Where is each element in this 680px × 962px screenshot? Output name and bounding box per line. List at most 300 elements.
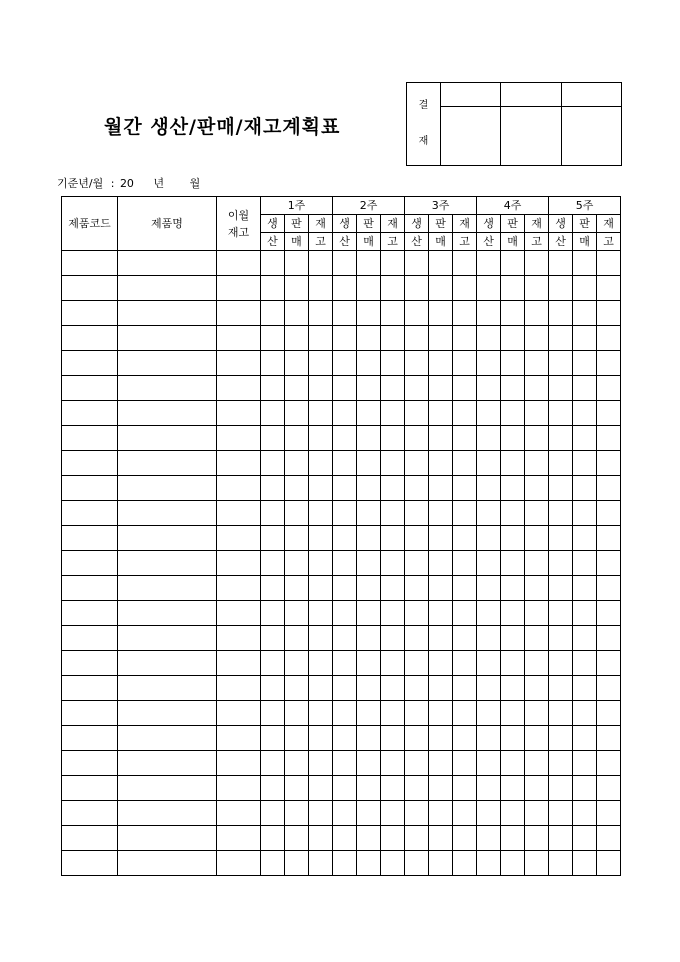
table-cell[interactable] [549, 726, 573, 751]
table-cell[interactable] [477, 701, 501, 726]
table-cell[interactable] [309, 851, 333, 876]
table-cell[interactable] [261, 376, 285, 401]
table-cell[interactable] [333, 351, 357, 376]
table-cell[interactable] [573, 526, 597, 551]
table-cell[interactable] [62, 726, 118, 751]
table-cell[interactable] [525, 501, 549, 526]
table-cell[interactable] [217, 401, 261, 426]
table-cell[interactable] [549, 326, 573, 351]
approval-sign-cell-3[interactable] [561, 107, 621, 166]
table-cell[interactable] [477, 751, 501, 776]
table-cell[interactable] [62, 551, 118, 576]
table-cell[interactable] [285, 676, 309, 701]
table-cell[interactable] [501, 301, 525, 326]
table-cell[interactable] [261, 451, 285, 476]
table-cell[interactable] [501, 726, 525, 751]
table-cell[interactable] [333, 576, 357, 601]
table-cell[interactable] [525, 826, 549, 851]
table-cell[interactable] [217, 476, 261, 501]
table-cell[interactable] [217, 576, 261, 601]
table-cell[interactable] [477, 651, 501, 676]
table-cell[interactable] [261, 251, 285, 276]
table-cell[interactable] [62, 626, 118, 651]
table-cell[interactable] [405, 276, 429, 301]
table-cell[interactable] [453, 801, 477, 826]
table-cell[interactable] [525, 326, 549, 351]
table-cell[interactable] [309, 626, 333, 651]
table-cell[interactable] [429, 451, 453, 476]
table-cell[interactable] [405, 326, 429, 351]
table-cell[interactable] [501, 251, 525, 276]
table-cell[interactable] [525, 701, 549, 726]
approval-title-cell-2[interactable] [501, 83, 561, 107]
table-cell[interactable] [261, 801, 285, 826]
table-cell[interactable] [597, 401, 621, 426]
table-cell[interactable] [217, 551, 261, 576]
table-cell[interactable] [217, 776, 261, 801]
table-cell[interactable] [62, 426, 118, 451]
table-cell[interactable] [357, 451, 381, 476]
table-cell[interactable] [118, 326, 217, 351]
table-cell[interactable] [285, 701, 309, 726]
table-cell[interactable] [429, 776, 453, 801]
table-cell[interactable] [453, 701, 477, 726]
table-cell[interactable] [333, 751, 357, 776]
table-cell[interactable] [118, 451, 217, 476]
table-cell[interactable] [62, 526, 118, 551]
table-cell[interactable] [357, 376, 381, 401]
table-cell[interactable] [285, 501, 309, 526]
table-cell[interactable] [453, 276, 477, 301]
table-cell[interactable] [357, 276, 381, 301]
table-cell[interactable] [453, 726, 477, 751]
table-cell[interactable] [501, 601, 525, 626]
table-cell[interactable] [118, 476, 217, 501]
table-cell[interactable] [405, 351, 429, 376]
table-cell[interactable] [217, 751, 261, 776]
table-cell[interactable] [429, 276, 453, 301]
table-cell[interactable] [309, 551, 333, 576]
table-cell[interactable] [217, 501, 261, 526]
table-cell[interactable] [333, 426, 357, 451]
table-cell[interactable] [118, 801, 217, 826]
table-cell[interactable] [261, 351, 285, 376]
table-cell[interactable] [429, 551, 453, 576]
table-cell[interactable] [549, 676, 573, 701]
table-cell[interactable] [597, 351, 621, 376]
table-cell[interactable] [501, 751, 525, 776]
table-cell[interactable] [357, 476, 381, 501]
table-cell[interactable] [597, 726, 621, 751]
table-cell[interactable] [573, 326, 597, 351]
table-cell[interactable] [62, 301, 118, 326]
table-cell[interactable] [309, 451, 333, 476]
table-cell[interactable] [573, 351, 597, 376]
table-cell[interactable] [573, 451, 597, 476]
table-cell[interactable] [525, 726, 549, 751]
table-cell[interactable] [549, 501, 573, 526]
table-cell[interactable] [525, 376, 549, 401]
table-cell[interactable] [217, 526, 261, 551]
table-cell[interactable] [477, 476, 501, 501]
table-cell[interactable] [429, 476, 453, 501]
table-cell[interactable] [573, 826, 597, 851]
table-cell[interactable] [597, 676, 621, 701]
table-cell[interactable] [261, 426, 285, 451]
table-cell[interactable] [573, 251, 597, 276]
table-cell[interactable] [477, 801, 501, 826]
table-cell[interactable] [217, 451, 261, 476]
table-cell[interactable] [309, 776, 333, 801]
table-cell[interactable] [525, 551, 549, 576]
table-cell[interactable] [381, 751, 405, 776]
table-cell[interactable] [261, 776, 285, 801]
table-cell[interactable] [285, 476, 309, 501]
table-cell[interactable] [429, 751, 453, 776]
table-cell[interactable] [477, 576, 501, 601]
table-cell[interactable] [357, 851, 381, 876]
table-cell[interactable] [429, 726, 453, 751]
table-cell[interactable] [261, 301, 285, 326]
table-cell[interactable] [309, 526, 333, 551]
table-cell[interactable] [118, 301, 217, 326]
table-cell[interactable] [405, 676, 429, 701]
table-cell[interactable] [453, 751, 477, 776]
table-cell[interactable] [477, 551, 501, 576]
table-cell[interactable] [285, 826, 309, 851]
table-cell[interactable] [477, 426, 501, 451]
table-cell[interactable] [285, 801, 309, 826]
table-cell[interactable] [501, 776, 525, 801]
table-cell[interactable] [118, 776, 217, 801]
table-cell[interactable] [357, 776, 381, 801]
table-cell[interactable] [118, 851, 217, 876]
table-cell[interactable] [62, 801, 118, 826]
table-cell[interactable] [477, 776, 501, 801]
table-cell[interactable] [357, 576, 381, 601]
table-cell[interactable] [62, 276, 118, 301]
table-cell[interactable] [309, 376, 333, 401]
table-cell[interactable] [453, 576, 477, 601]
table-cell[interactable] [381, 526, 405, 551]
table-cell[interactable] [217, 676, 261, 701]
table-cell[interactable] [573, 426, 597, 451]
table-cell[interactable] [333, 676, 357, 701]
table-cell[interactable] [453, 401, 477, 426]
table-cell[interactable] [381, 551, 405, 576]
table-cell[interactable] [309, 751, 333, 776]
table-cell[interactable] [357, 601, 381, 626]
table-cell[interactable] [597, 851, 621, 876]
table-cell[interactable] [285, 726, 309, 751]
table-cell[interactable] [357, 401, 381, 426]
table-cell[interactable] [549, 701, 573, 726]
table-cell[interactable] [381, 251, 405, 276]
table-cell[interactable] [525, 451, 549, 476]
table-cell[interactable] [357, 326, 381, 351]
table-cell[interactable] [525, 476, 549, 501]
table-cell[interactable] [118, 276, 217, 301]
table-cell[interactable] [381, 301, 405, 326]
table-cell[interactable] [477, 601, 501, 626]
table-cell[interactable] [118, 351, 217, 376]
table-cell[interactable] [309, 401, 333, 426]
table-cell[interactable] [217, 251, 261, 276]
table-cell[interactable] [573, 626, 597, 651]
table-cell[interactable] [597, 376, 621, 401]
table-cell[interactable] [573, 676, 597, 701]
table-cell[interactable] [381, 851, 405, 876]
table-cell[interactable] [501, 851, 525, 876]
table-cell[interactable] [453, 426, 477, 451]
table-cell[interactable] [309, 476, 333, 501]
table-cell[interactable] [381, 676, 405, 701]
table-cell[interactable] [405, 826, 429, 851]
table-cell[interactable] [381, 701, 405, 726]
table-cell[interactable] [549, 576, 573, 601]
table-cell[interactable] [309, 326, 333, 351]
table-cell[interactable] [333, 251, 357, 276]
table-cell[interactable] [118, 576, 217, 601]
table-cell[interactable] [549, 351, 573, 376]
table-cell[interactable] [261, 476, 285, 501]
table-cell[interactable] [261, 401, 285, 426]
table-cell[interactable] [453, 376, 477, 401]
table-cell[interactable] [573, 476, 597, 501]
table-cell[interactable] [549, 426, 573, 451]
table-cell[interactable] [285, 276, 309, 301]
table-cell[interactable] [501, 401, 525, 426]
table-cell[interactable] [118, 701, 217, 726]
table-cell[interactable] [217, 301, 261, 326]
table-cell[interactable] [549, 551, 573, 576]
table-cell[interactable] [573, 651, 597, 676]
table-cell[interactable] [357, 551, 381, 576]
table-cell[interactable] [429, 301, 453, 326]
table-cell[interactable] [525, 351, 549, 376]
table-cell[interactable] [477, 726, 501, 751]
table-cell[interactable] [573, 501, 597, 526]
table-cell[interactable] [573, 301, 597, 326]
table-cell[interactable] [217, 726, 261, 751]
table-cell[interactable] [477, 351, 501, 376]
table-cell[interactable] [217, 826, 261, 851]
table-cell[interactable] [118, 376, 217, 401]
table-cell[interactable] [405, 651, 429, 676]
table-cell[interactable] [333, 701, 357, 726]
table-cell[interactable] [261, 576, 285, 601]
table-cell[interactable] [261, 551, 285, 576]
table-cell[interactable] [261, 601, 285, 626]
table-cell[interactable] [333, 776, 357, 801]
table-cell[interactable] [261, 276, 285, 301]
table-cell[interactable] [333, 401, 357, 426]
table-cell[interactable] [285, 551, 309, 576]
table-cell[interactable] [261, 701, 285, 726]
table-cell[interactable] [549, 751, 573, 776]
table-cell[interactable] [285, 451, 309, 476]
table-cell[interactable] [453, 626, 477, 651]
table-cell[interactable] [597, 301, 621, 326]
table-cell[interactable] [453, 301, 477, 326]
table-cell[interactable] [285, 326, 309, 351]
table-cell[interactable] [405, 376, 429, 401]
table-cell[interactable] [309, 651, 333, 676]
table-cell[interactable] [549, 801, 573, 826]
table-cell[interactable] [118, 726, 217, 751]
table-cell[interactable] [309, 676, 333, 701]
table-cell[interactable] [429, 326, 453, 351]
table-cell[interactable] [405, 751, 429, 776]
table-cell[interactable] [501, 826, 525, 851]
table-cell[interactable] [381, 351, 405, 376]
table-cell[interactable] [549, 301, 573, 326]
table-cell[interactable] [405, 701, 429, 726]
table-cell[interactable] [405, 851, 429, 876]
table-cell[interactable] [429, 826, 453, 851]
table-cell[interactable] [357, 251, 381, 276]
table-cell[interactable] [429, 526, 453, 551]
table-cell[interactable] [118, 401, 217, 426]
table-cell[interactable] [477, 851, 501, 876]
table-cell[interactable] [453, 826, 477, 851]
table-cell[interactable] [405, 476, 429, 501]
table-cell[interactable] [261, 626, 285, 651]
table-cell[interactable] [217, 651, 261, 676]
table-cell[interactable] [285, 376, 309, 401]
table-cell[interactable] [333, 801, 357, 826]
table-cell[interactable] [381, 801, 405, 826]
table-cell[interactable] [62, 376, 118, 401]
table-cell[interactable] [357, 426, 381, 451]
table-cell[interactable] [477, 501, 501, 526]
table-cell[interactable] [549, 476, 573, 501]
table-cell[interactable] [453, 451, 477, 476]
table-cell[interactable] [525, 601, 549, 626]
table-cell[interactable] [501, 476, 525, 501]
table-cell[interactable] [597, 501, 621, 526]
table-cell[interactable] [381, 276, 405, 301]
table-cell[interactable] [501, 526, 525, 551]
table-cell[interactable] [429, 576, 453, 601]
table-cell[interactable] [309, 276, 333, 301]
table-cell[interactable] [381, 776, 405, 801]
table-cell[interactable] [62, 451, 118, 476]
table-cell[interactable] [525, 401, 549, 426]
table-cell[interactable] [525, 426, 549, 451]
table-cell[interactable] [381, 376, 405, 401]
table-cell[interactable] [477, 676, 501, 701]
table-cell[interactable] [525, 801, 549, 826]
table-cell[interactable] [597, 751, 621, 776]
table-cell[interactable] [333, 826, 357, 851]
table-cell[interactable] [453, 351, 477, 376]
table-cell[interactable] [62, 676, 118, 701]
table-cell[interactable] [573, 401, 597, 426]
table-cell[interactable] [62, 851, 118, 876]
table-cell[interactable] [62, 776, 118, 801]
table-cell[interactable] [477, 326, 501, 351]
table-cell[interactable] [477, 826, 501, 851]
table-cell[interactable] [62, 501, 118, 526]
table-cell[interactable] [477, 301, 501, 326]
table-cell[interactable] [118, 251, 217, 276]
table-cell[interactable] [285, 576, 309, 601]
table-cell[interactable] [285, 601, 309, 626]
table-cell[interactable] [525, 276, 549, 301]
table-cell[interactable] [333, 501, 357, 526]
table-cell[interactable] [405, 451, 429, 476]
table-cell[interactable] [333, 276, 357, 301]
table-cell[interactable] [525, 576, 549, 601]
table-cell[interactable] [405, 576, 429, 601]
table-cell[interactable] [357, 701, 381, 726]
table-cell[interactable] [573, 726, 597, 751]
table-cell[interactable] [217, 326, 261, 351]
table-cell[interactable] [118, 626, 217, 651]
table-cell[interactable] [597, 626, 621, 651]
table-cell[interactable] [217, 601, 261, 626]
table-cell[interactable] [477, 376, 501, 401]
table-cell[interactable] [333, 851, 357, 876]
table-cell[interactable] [333, 651, 357, 676]
table-cell[interactable] [381, 576, 405, 601]
table-cell[interactable] [405, 426, 429, 451]
table-cell[interactable] [597, 326, 621, 351]
table-cell[interactable] [357, 501, 381, 526]
table-cell[interactable] [501, 676, 525, 701]
table-cell[interactable] [501, 576, 525, 601]
table-cell[interactable] [405, 801, 429, 826]
table-cell[interactable] [357, 751, 381, 776]
table-cell[interactable] [381, 451, 405, 476]
table-cell[interactable] [525, 651, 549, 676]
table-cell[interactable] [118, 526, 217, 551]
table-cell[interactable] [357, 301, 381, 326]
table-cell[interactable] [261, 501, 285, 526]
table-cell[interactable] [309, 301, 333, 326]
table-cell[interactable] [118, 551, 217, 576]
table-cell[interactable] [549, 526, 573, 551]
table-cell[interactable] [525, 626, 549, 651]
table-cell[interactable] [285, 351, 309, 376]
table-cell[interactable] [549, 276, 573, 301]
table-cell[interactable] [501, 451, 525, 476]
table-cell[interactable] [429, 501, 453, 526]
table-cell[interactable] [597, 526, 621, 551]
table-cell[interactable] [549, 376, 573, 401]
table-cell[interactable] [429, 401, 453, 426]
table-cell[interactable] [573, 576, 597, 601]
table-cell[interactable] [429, 601, 453, 626]
table-cell[interactable] [217, 851, 261, 876]
table-cell[interactable] [525, 526, 549, 551]
table-cell[interactable] [597, 276, 621, 301]
table-cell[interactable] [429, 376, 453, 401]
table-cell[interactable] [453, 651, 477, 676]
table-cell[interactable] [309, 576, 333, 601]
table-cell[interactable] [357, 676, 381, 701]
table-cell[interactable] [453, 776, 477, 801]
table-cell[interactable] [217, 801, 261, 826]
table-cell[interactable] [549, 626, 573, 651]
table-cell[interactable] [118, 751, 217, 776]
table-cell[interactable] [62, 326, 118, 351]
table-cell[interactable] [501, 326, 525, 351]
table-cell[interactable] [477, 401, 501, 426]
table-cell[interactable] [597, 826, 621, 851]
table-cell[interactable] [429, 701, 453, 726]
